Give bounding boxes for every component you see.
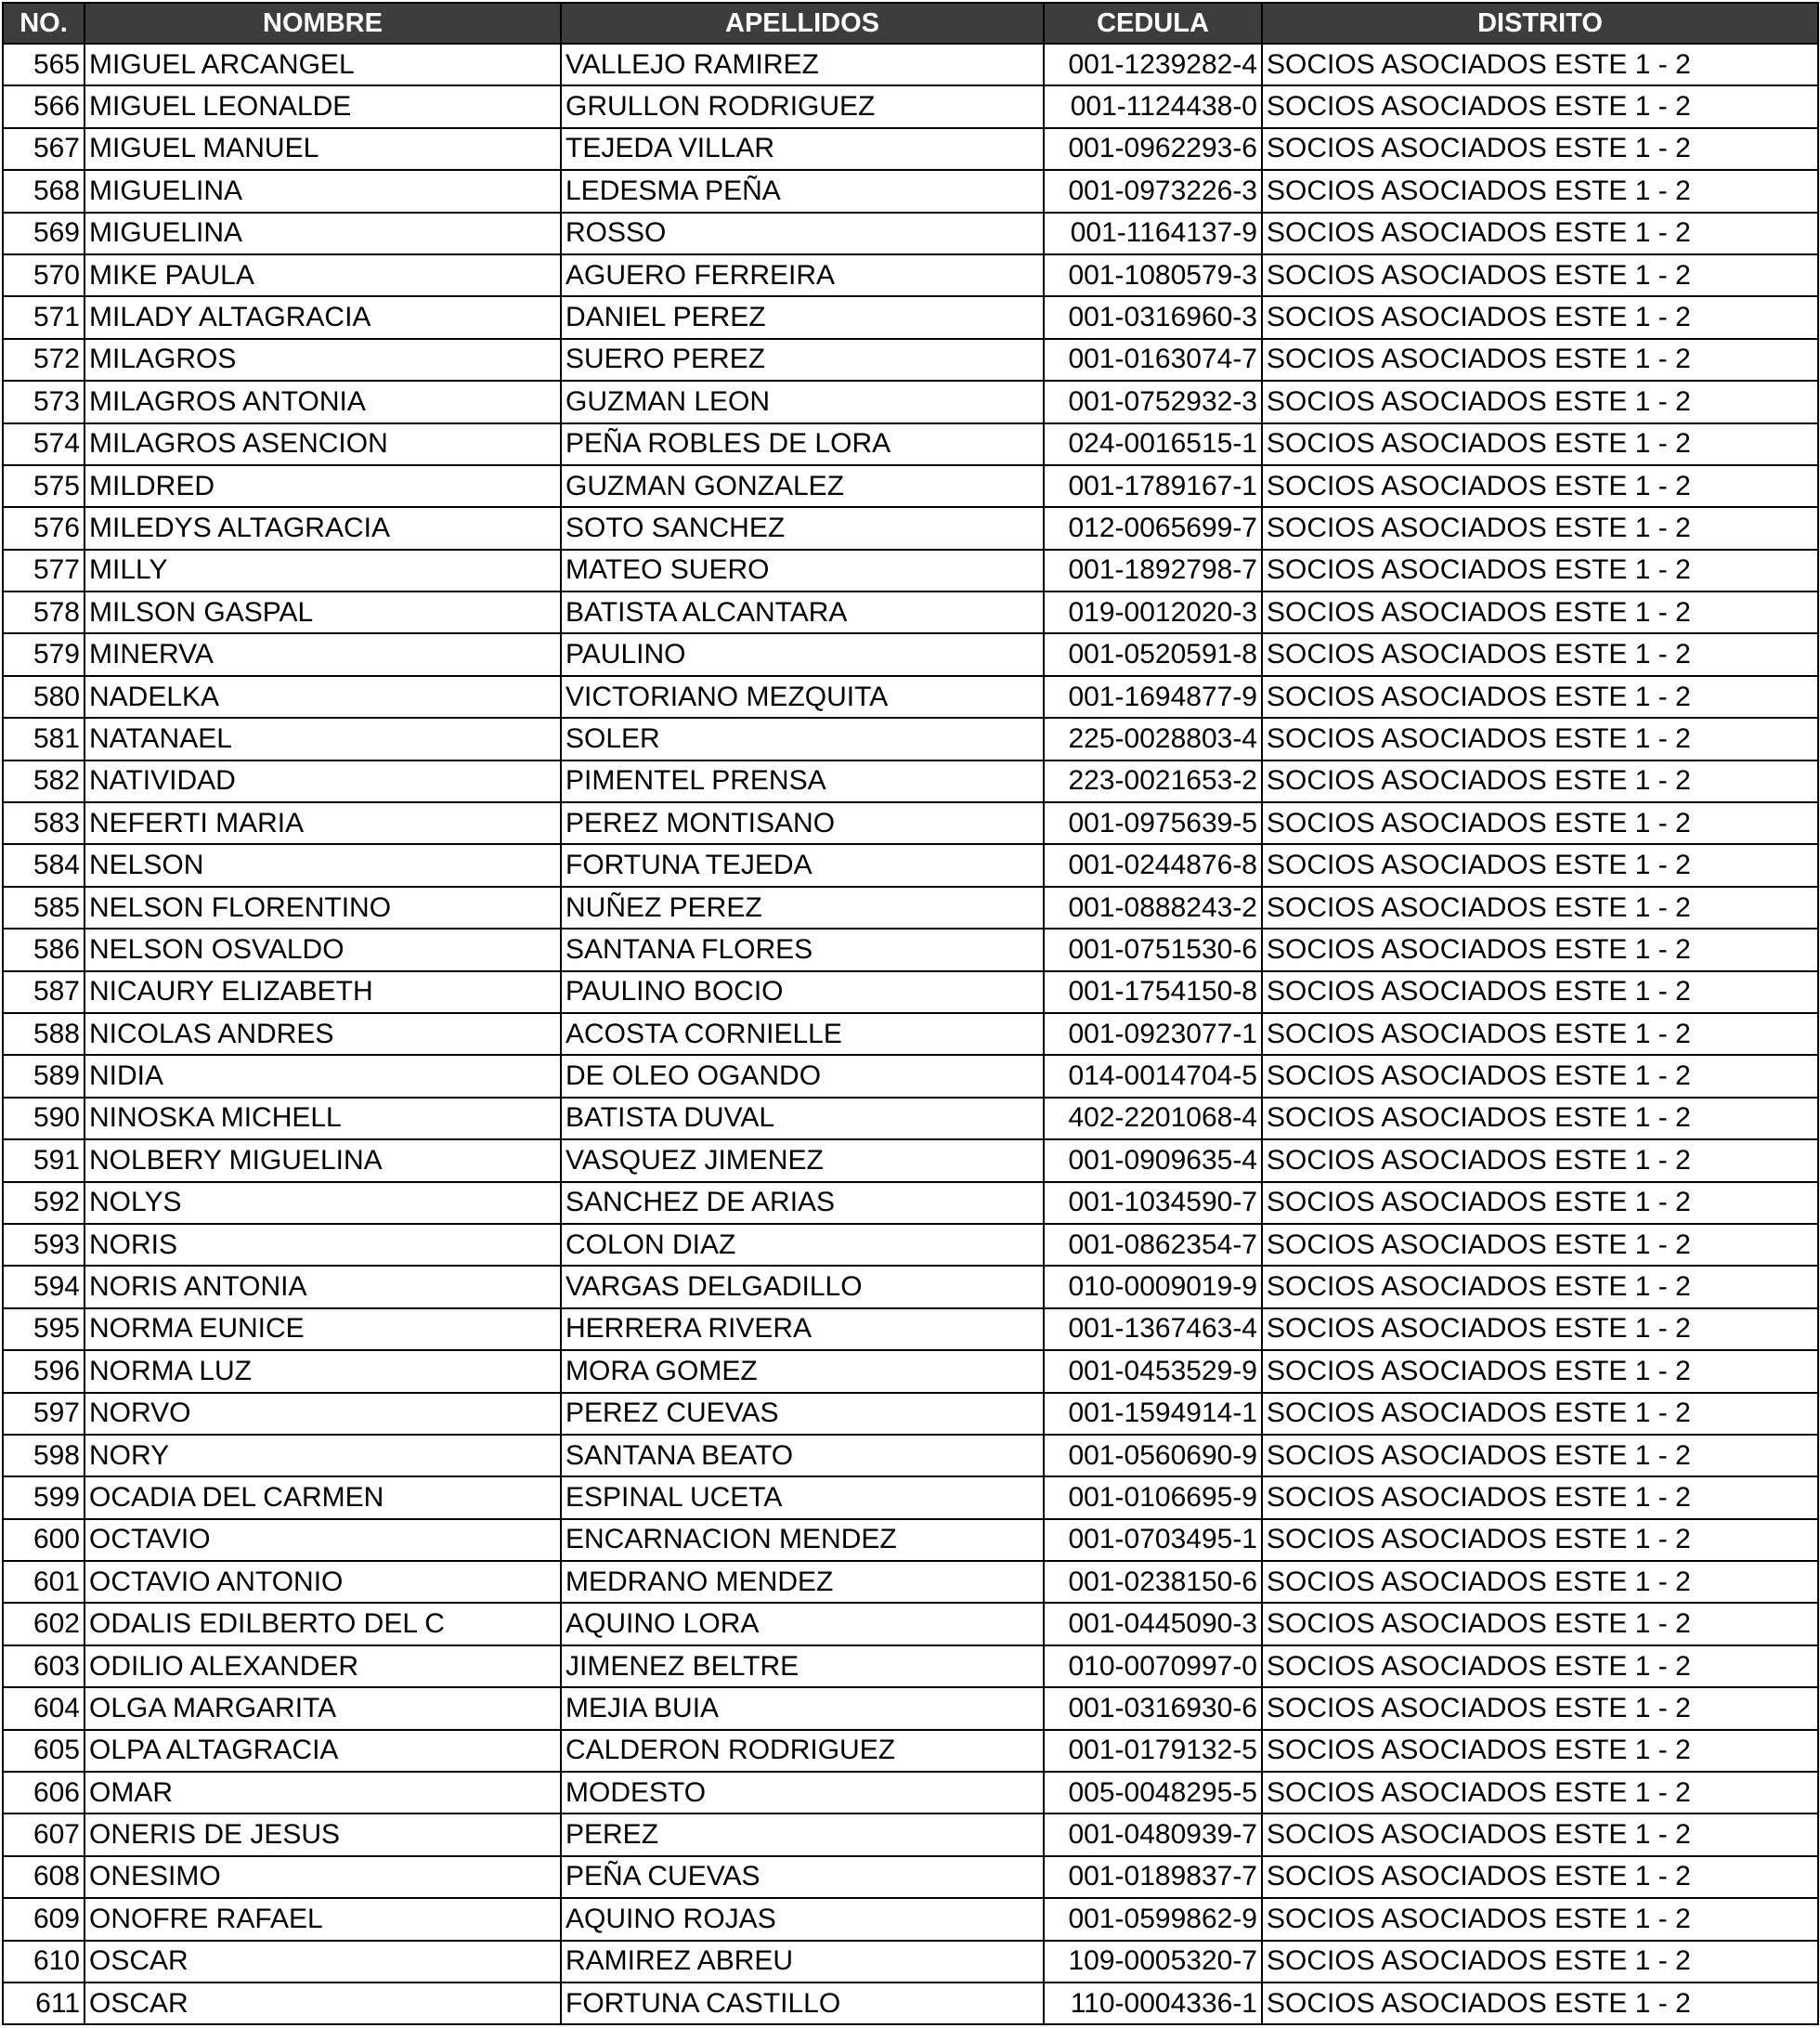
cell-cedula: 001-0238150-6 xyxy=(1044,1561,1262,1603)
cell-no: 568 xyxy=(3,170,84,212)
table-row xyxy=(3,1772,1818,1814)
cell-nombre: NEFERTI MARIA xyxy=(84,802,561,844)
cell-cedula: 001-1239282-4 xyxy=(1044,44,1262,85)
cell-no: 605 xyxy=(3,1730,84,1772)
cell-cedula: 012-0065699-7 xyxy=(1044,507,1262,549)
cell-distrito: SOCIOS ASOCIADOS ESTE 1 - 2 xyxy=(1262,1308,1818,1350)
cell-nombre: ONERIS DE JESUS xyxy=(84,1814,561,1855)
cell-distrito: SOCIOS ASOCIADOS ESTE 1 - 2 xyxy=(1262,85,1818,127)
cell-no: 604 xyxy=(3,1687,84,1729)
cell-apellidos: CALDERON RODRIGUEZ xyxy=(561,1730,1044,1772)
cell-nombre: NORY xyxy=(84,1435,561,1476)
cell-distrito: SOCIOS ASOCIADOS ESTE 1 - 2 xyxy=(1262,760,1818,802)
cell-cedula: 001-0703495-1 xyxy=(1044,1519,1262,1561)
cell-distrito: SOCIOS ASOCIADOS ESTE 1 - 2 xyxy=(1262,213,1818,254)
cell-cedula: 001-0163074-7 xyxy=(1044,339,1262,381)
cell-distrito: SOCIOS ASOCIADOS ESTE 1 - 2 xyxy=(1262,676,1818,718)
cell-apellidos: MORA GOMEZ xyxy=(561,1350,1044,1392)
table-body xyxy=(3,44,1818,2024)
cell-distrito: SOCIOS ASOCIADOS ESTE 1 - 2 xyxy=(1262,1055,1818,1097)
cell-cedula: 001-1892798-7 xyxy=(1044,550,1262,592)
cell-apellidos: SANTANA BEATO xyxy=(561,1435,1044,1476)
cell-apellidos: RAMIREZ ABREU xyxy=(561,1941,1044,1982)
table-row xyxy=(3,592,1818,633)
cell-distrito: SOCIOS ASOCIADOS ESTE 1 - 2 xyxy=(1262,1941,1818,1982)
cell-apellidos: FORTUNA CASTILLO xyxy=(561,1982,1044,2024)
cell-no: 609 xyxy=(3,1898,84,1940)
header-distrito: DISTRITO xyxy=(1262,3,1818,44)
cell-nombre: NICOLAS ANDRES xyxy=(84,1013,561,1055)
cell-apellidos: MATEO SUERO xyxy=(561,550,1044,592)
table-row xyxy=(3,1519,1818,1561)
cell-apellidos: SOLER xyxy=(561,718,1044,760)
cell-apellidos: PEREZ CUEVAS xyxy=(561,1393,1044,1435)
table-row xyxy=(3,1139,1818,1181)
cell-no: 574 xyxy=(3,423,84,465)
cell-cedula: 001-1594914-1 xyxy=(1044,1393,1262,1435)
cell-apellidos: PAULINO BOCIO xyxy=(561,971,1044,1013)
cell-distrito: SOCIOS ASOCIADOS ESTE 1 - 2 xyxy=(1262,1266,1818,1307)
cell-no: 584 xyxy=(3,844,84,886)
table-row xyxy=(3,929,1818,970)
table-row xyxy=(3,1393,1818,1435)
cell-no: 599 xyxy=(3,1476,84,1518)
cell-no: 593 xyxy=(3,1224,84,1266)
cell-cedula: 001-0106695-9 xyxy=(1044,1476,1262,1518)
cell-cedula: 010-0009019-9 xyxy=(1044,1266,1262,1307)
cell-apellidos: ESPINAL UCETA xyxy=(561,1476,1044,1518)
cell-distrito: SOCIOS ASOCIADOS ESTE 1 - 2 xyxy=(1262,633,1818,675)
cell-cedula: 001-1124438-0 xyxy=(1044,85,1262,127)
cell-cedula: 001-0751530-6 xyxy=(1044,929,1262,970)
cell-no: 610 xyxy=(3,1941,84,1982)
header-cedula: CEDULA xyxy=(1044,3,1262,44)
table-row xyxy=(3,1055,1818,1097)
cell-distrito: SOCIOS ASOCIADOS ESTE 1 - 2 xyxy=(1262,844,1818,886)
table-row xyxy=(3,423,1818,465)
cell-distrito: SOCIOS ASOCIADOS ESTE 1 - 2 xyxy=(1262,423,1818,465)
cell-cedula: 001-0316930-6 xyxy=(1044,1687,1262,1729)
cell-apellidos: SANCHEZ DE ARIAS xyxy=(561,1182,1044,1224)
cell-cedula: 001-1034590-7 xyxy=(1044,1182,1262,1224)
cell-nombre: OCADIA DEL CARMEN xyxy=(84,1476,561,1518)
cell-no: 585 xyxy=(3,887,84,929)
cell-apellidos: HERRERA RIVERA xyxy=(561,1308,1044,1350)
cell-distrito: SOCIOS ASOCIADOS ESTE 1 - 2 xyxy=(1262,254,1818,296)
cell-cedula: 010-0070997-0 xyxy=(1044,1645,1262,1687)
cell-apellidos: MEJIA BUIA xyxy=(561,1687,1044,1729)
cell-nombre: NELSON FLORENTINO xyxy=(84,887,561,929)
cell-nombre: MILEDYS ALTAGRACIA xyxy=(84,507,561,549)
cell-distrito: SOCIOS ASOCIADOS ESTE 1 - 2 xyxy=(1262,1519,1818,1561)
cell-nombre: NICAURY ELIZABETH xyxy=(84,971,561,1013)
table-row xyxy=(3,1182,1818,1224)
cell-nombre: OMAR xyxy=(84,1772,561,1814)
cell-no: 602 xyxy=(3,1603,84,1644)
cell-no: 577 xyxy=(3,550,84,592)
cell-cedula: 001-1754150-8 xyxy=(1044,971,1262,1013)
cell-nombre: MIGUELINA xyxy=(84,170,561,212)
cell-nombre: MILAGROS xyxy=(84,339,561,381)
cell-apellidos: SANTANA FLORES xyxy=(561,929,1044,970)
table-row xyxy=(3,887,1818,929)
cell-apellidos: ROSSO xyxy=(561,213,1044,254)
cell-cedula: 001-0189837-7 xyxy=(1044,1856,1262,1898)
cell-apellidos: BATISTA DUVAL xyxy=(561,1098,1044,1139)
table-row xyxy=(3,1476,1818,1518)
cell-distrito: SOCIOS ASOCIADOS ESTE 1 - 2 xyxy=(1262,1603,1818,1644)
cell-distrito: SOCIOS ASOCIADOS ESTE 1 - 2 xyxy=(1262,1182,1818,1224)
cell-distrito: SOCIOS ASOCIADOS ESTE 1 - 2 xyxy=(1262,929,1818,970)
table-row xyxy=(3,1730,1818,1772)
cell-cedula: 001-0962293-6 xyxy=(1044,128,1262,170)
cell-apellidos: PEÑA CUEVAS xyxy=(561,1856,1044,1898)
cell-no: 575 xyxy=(3,465,84,507)
cell-distrito: SOCIOS ASOCIADOS ESTE 1 - 2 xyxy=(1262,802,1818,844)
cell-apellidos: COLON DIAZ xyxy=(561,1224,1044,1266)
cell-no: 589 xyxy=(3,1055,84,1097)
table-row xyxy=(3,718,1818,760)
cell-distrito: SOCIOS ASOCIADOS ESTE 1 - 2 xyxy=(1262,1013,1818,1055)
table-row xyxy=(3,1982,1818,2024)
table-row xyxy=(3,1013,1818,1055)
cell-no: 600 xyxy=(3,1519,84,1561)
cell-nombre: MINERVA xyxy=(84,633,561,675)
table-row xyxy=(3,507,1818,549)
cell-cedula: 001-0862354-7 xyxy=(1044,1224,1262,1266)
cell-nombre: MIGUEL LEONALDE xyxy=(84,85,561,127)
table-row xyxy=(3,844,1818,886)
table-row xyxy=(3,339,1818,381)
cell-apellidos: JIMENEZ BELTRE xyxy=(561,1645,1044,1687)
table-row xyxy=(3,1561,1818,1603)
table-row xyxy=(3,170,1818,212)
cell-apellidos: GUZMAN GONZALEZ xyxy=(561,465,1044,507)
cell-nombre: MILDRED xyxy=(84,465,561,507)
cell-nombre: NORIS xyxy=(84,1224,561,1266)
cell-distrito: SOCIOS ASOCIADOS ESTE 1 - 2 xyxy=(1262,971,1818,1013)
cell-nombre: MIGUELINA xyxy=(84,213,561,254)
cell-nombre: MILAGROS ASENCION xyxy=(84,423,561,465)
table-row xyxy=(3,676,1818,718)
cell-cedula: 001-0973226-3 xyxy=(1044,170,1262,212)
cell-distrito: SOCIOS ASOCIADOS ESTE 1 - 2 xyxy=(1262,1856,1818,1898)
cell-no: 566 xyxy=(3,85,84,127)
cell-no: 611 xyxy=(3,1982,84,2024)
cell-no: 573 xyxy=(3,381,84,422)
table-row xyxy=(3,1898,1818,1940)
cell-apellidos: MEDRANO MENDEZ xyxy=(561,1561,1044,1603)
cell-cedula: 001-0453529-9 xyxy=(1044,1350,1262,1392)
cell-nombre: ODALIS EDILBERTO DEL C xyxy=(84,1603,561,1644)
cell-distrito: SOCIOS ASOCIADOS ESTE 1 - 2 xyxy=(1262,1139,1818,1181)
cell-cedula: 109-0005320-7 xyxy=(1044,1941,1262,1982)
table-row xyxy=(3,760,1818,802)
cell-apellidos: FORTUNA TEJEDA xyxy=(561,844,1044,886)
table-row xyxy=(3,1814,1818,1855)
table-row xyxy=(3,633,1818,675)
cell-apellidos: VALLEJO RAMIREZ xyxy=(561,44,1044,85)
table-row xyxy=(3,213,1818,254)
cell-no: 586 xyxy=(3,929,84,970)
cell-cedula: 001-1694877-9 xyxy=(1044,676,1262,718)
table-row xyxy=(3,1098,1818,1139)
cell-nombre: NOLBERY MIGUELINA xyxy=(84,1139,561,1181)
cell-nombre: ONOFRE RAFAEL xyxy=(84,1898,561,1940)
cell-no: 569 xyxy=(3,213,84,254)
cell-nombre: OCTAVIO xyxy=(84,1519,561,1561)
table-row xyxy=(3,1645,1818,1687)
cell-apellidos: ACOSTA CORNIELLE xyxy=(561,1013,1044,1055)
cell-cedula: 001-0244876-8 xyxy=(1044,844,1262,886)
cell-apellidos: NUÑEZ PEREZ xyxy=(561,887,1044,929)
cell-cedula: 019-0012020-3 xyxy=(1044,592,1262,633)
table-row xyxy=(3,296,1818,338)
cell-apellidos: TEJEDA VILLAR xyxy=(561,128,1044,170)
cell-cedula: 001-0888243-2 xyxy=(1044,887,1262,929)
cell-distrito: SOCIOS ASOCIADOS ESTE 1 - 2 xyxy=(1262,1224,1818,1266)
cell-no: 571 xyxy=(3,296,84,338)
cell-nombre: OSCAR xyxy=(84,1982,561,2024)
cell-apellidos: PEÑA ROBLES DE LORA xyxy=(561,423,1044,465)
table-row xyxy=(3,971,1818,1013)
cell-cedula: 402-2201068-4 xyxy=(1044,1098,1262,1139)
cell-cedula: 001-0480939-7 xyxy=(1044,1814,1262,1855)
cell-no: 579 xyxy=(3,633,84,675)
cell-no: 595 xyxy=(3,1308,84,1350)
table-row xyxy=(3,381,1818,422)
cell-distrito: SOCIOS ASOCIADOS ESTE 1 - 2 xyxy=(1262,381,1818,422)
cell-distrito: SOCIOS ASOCIADOS ESTE 1 - 2 xyxy=(1262,550,1818,592)
table-row xyxy=(3,1350,1818,1392)
cell-distrito: SOCIOS ASOCIADOS ESTE 1 - 2 xyxy=(1262,170,1818,212)
cell-nombre: NELSON xyxy=(84,844,561,886)
cell-distrito: SOCIOS ASOCIADOS ESTE 1 - 2 xyxy=(1262,128,1818,170)
table-row xyxy=(3,254,1818,296)
cell-apellidos: PAULINO xyxy=(561,633,1044,675)
cell-nombre: NORMA LUZ xyxy=(84,1350,561,1392)
cell-cedula: 001-0923077-1 xyxy=(1044,1013,1262,1055)
table-row xyxy=(3,85,1818,127)
cell-nombre: MILADY ALTAGRACIA xyxy=(84,296,561,338)
cell-apellidos: PEREZ MONTISANO xyxy=(561,802,1044,844)
cell-no: 578 xyxy=(3,592,84,633)
cell-nombre: MILAGROS ANTONIA xyxy=(84,381,561,422)
cell-nombre: MIKE PAULA xyxy=(84,254,561,296)
cell-nombre: MIGUEL ARCANGEL xyxy=(84,44,561,85)
cell-nombre: ONESIMO xyxy=(84,1856,561,1898)
cell-distrito: SOCIOS ASOCIADOS ESTE 1 - 2 xyxy=(1262,296,1818,338)
cell-distrito: SOCIOS ASOCIADOS ESTE 1 - 2 xyxy=(1262,339,1818,381)
table-row xyxy=(3,128,1818,170)
cell-no: 581 xyxy=(3,718,84,760)
cell-nombre: MILLY xyxy=(84,550,561,592)
cell-cedula: 001-0520591-8 xyxy=(1044,633,1262,675)
cell-apellidos: GUZMAN LEON xyxy=(561,381,1044,422)
cell-nombre: NELSON OSVALDO xyxy=(84,929,561,970)
table-row xyxy=(3,1224,1818,1266)
cell-apellidos: BATISTA ALCANTARA xyxy=(561,592,1044,633)
cell-no: 580 xyxy=(3,676,84,718)
cell-nombre: OLGA MARGARITA xyxy=(84,1687,561,1729)
cell-cedula: 223-0021653-2 xyxy=(1044,760,1262,802)
cell-distrito: SOCIOS ASOCIADOS ESTE 1 - 2 xyxy=(1262,1476,1818,1518)
cell-distrito: SOCIOS ASOCIADOS ESTE 1 - 2 xyxy=(1262,1561,1818,1603)
cell-cedula: 110-0004336-1 xyxy=(1044,1982,1262,2024)
cell-cedula: 001-0445090-3 xyxy=(1044,1603,1262,1644)
cell-nombre: NOLYS xyxy=(84,1182,561,1224)
cell-nombre: OLPA ALTAGRACIA xyxy=(84,1730,561,1772)
cell-distrito: SOCIOS ASOCIADOS ESTE 1 - 2 xyxy=(1262,1687,1818,1729)
cell-cedula: 001-0560690-9 xyxy=(1044,1435,1262,1476)
cell-nombre: MIGUEL MANUEL xyxy=(84,128,561,170)
header-nombre: NOMBRE xyxy=(84,3,561,44)
table-row xyxy=(3,1687,1818,1729)
cell-nombre: MILSON GASPAL xyxy=(84,592,561,633)
cell-distrito: SOCIOS ASOCIADOS ESTE 1 - 2 xyxy=(1262,592,1818,633)
cell-apellidos: DANIEL PEREZ xyxy=(561,296,1044,338)
cell-apellidos: VASQUEZ JIMENEZ xyxy=(561,1139,1044,1181)
cell-nombre: ODILIO ALEXANDER xyxy=(84,1645,561,1687)
cell-cedula: 001-0316960-3 xyxy=(1044,296,1262,338)
cell-no: 598 xyxy=(3,1435,84,1476)
cell-apellidos: MODESTO xyxy=(561,1772,1044,1814)
cell-cedula: 001-1789167-1 xyxy=(1044,465,1262,507)
cell-distrito: SOCIOS ASOCIADOS ESTE 1 - 2 xyxy=(1262,887,1818,929)
cell-nombre: NORIS ANTONIA xyxy=(84,1266,561,1307)
cell-apellidos: AQUINO LORA xyxy=(561,1603,1044,1644)
cell-cedula: 001-0909635-4 xyxy=(1044,1139,1262,1181)
members-table xyxy=(2,2,1819,2025)
header-no: NO. xyxy=(3,3,84,44)
cell-distrito: SOCIOS ASOCIADOS ESTE 1 - 2 xyxy=(1262,1350,1818,1392)
table-row xyxy=(3,1308,1818,1350)
cell-cedula: 005-0048295-5 xyxy=(1044,1772,1262,1814)
cell-apellidos: AQUINO ROJAS xyxy=(561,1898,1044,1940)
table-row xyxy=(3,1941,1818,1982)
cell-apellidos: AGUERO FERREIRA xyxy=(561,254,1044,296)
cell-no: 590 xyxy=(3,1098,84,1139)
cell-nombre: NORMA EUNICE xyxy=(84,1308,561,1350)
cell-apellidos: PIMENTEL PRENSA xyxy=(561,760,1044,802)
cell-distrito: SOCIOS ASOCIADOS ESTE 1 - 2 xyxy=(1262,1898,1818,1940)
cell-cedula: 001-0599862-9 xyxy=(1044,1898,1262,1940)
table-row xyxy=(3,1266,1818,1307)
cell-nombre: NINOSKA MICHELL xyxy=(84,1098,561,1139)
cell-distrito: SOCIOS ASOCIADOS ESTE 1 - 2 xyxy=(1262,1814,1818,1855)
table-row xyxy=(3,550,1818,592)
cell-apellidos: SOTO SANCHEZ xyxy=(561,507,1044,549)
cell-cedula: 001-0975639-5 xyxy=(1044,802,1262,844)
header-row xyxy=(3,3,1818,44)
table-header xyxy=(3,3,1818,44)
cell-distrito: SOCIOS ASOCIADOS ESTE 1 - 2 xyxy=(1262,1730,1818,1772)
cell-nombre: NATANAEL xyxy=(84,718,561,760)
table-row xyxy=(3,1856,1818,1898)
cell-distrito: SOCIOS ASOCIADOS ESTE 1 - 2 xyxy=(1262,507,1818,549)
cell-apellidos: DE OLEO OGANDO xyxy=(561,1055,1044,1097)
cell-no: 570 xyxy=(3,254,84,296)
cell-no: 601 xyxy=(3,1561,84,1603)
cell-no: 588 xyxy=(3,1013,84,1055)
cell-no: 567 xyxy=(3,128,84,170)
cell-cedula: 001-0179132-5 xyxy=(1044,1730,1262,1772)
table-row xyxy=(3,1435,1818,1476)
cell-cedula: 024-0016515-1 xyxy=(1044,423,1262,465)
cell-no: 603 xyxy=(3,1645,84,1687)
cell-nombre: NADELKA xyxy=(84,676,561,718)
cell-apellidos: PEREZ xyxy=(561,1814,1044,1855)
cell-cedula: 225-0028803-4 xyxy=(1044,718,1262,760)
cell-no: 608 xyxy=(3,1856,84,1898)
cell-distrito: SOCIOS ASOCIADOS ESTE 1 - 2 xyxy=(1262,465,1818,507)
cell-nombre: NATIVIDAD xyxy=(84,760,561,802)
cell-no: 591 xyxy=(3,1139,84,1181)
cell-cedula: 014-0014704-5 xyxy=(1044,1055,1262,1097)
cell-apellidos: ENCARNACION MENDEZ xyxy=(561,1519,1044,1561)
cell-cedula: 001-1080579-3 xyxy=(1044,254,1262,296)
cell-no: 596 xyxy=(3,1350,84,1392)
cell-cedula: 001-1367463-4 xyxy=(1044,1308,1262,1350)
cell-no: 594 xyxy=(3,1266,84,1307)
cell-distrito: SOCIOS ASOCIADOS ESTE 1 - 2 xyxy=(1262,1393,1818,1435)
cell-no: 607 xyxy=(3,1814,84,1855)
cell-distrito: SOCIOS ASOCIADOS ESTE 1 - 2 xyxy=(1262,1435,1818,1476)
cell-no: 582 xyxy=(3,760,84,802)
cell-no: 597 xyxy=(3,1393,84,1435)
cell-nombre: OSCAR xyxy=(84,1941,561,1982)
cell-distrito: SOCIOS ASOCIADOS ESTE 1 - 2 xyxy=(1262,1772,1818,1814)
table-row xyxy=(3,465,1818,507)
cell-distrito: SOCIOS ASOCIADOS ESTE 1 - 2 xyxy=(1262,718,1818,760)
cell-apellidos: VICTORIANO MEZQUITA xyxy=(561,676,1044,718)
cell-no: 592 xyxy=(3,1182,84,1224)
cell-nombre: NIDIA xyxy=(84,1055,561,1097)
cell-no: 565 xyxy=(3,44,84,85)
table-row xyxy=(3,1603,1818,1644)
cell-apellidos: SUERO PEREZ xyxy=(561,339,1044,381)
cell-apellidos: VARGAS DELGADILLO xyxy=(561,1266,1044,1307)
cell-no: 587 xyxy=(3,971,84,1013)
cell-distrito: SOCIOS ASOCIADOS ESTE 1 - 2 xyxy=(1262,44,1818,85)
cell-distrito: SOCIOS ASOCIADOS ESTE 1 - 2 xyxy=(1262,1098,1818,1139)
cell-apellidos: GRULLON RODRIGUEZ xyxy=(561,85,1044,127)
cell-cedula: 001-0752932-3 xyxy=(1044,381,1262,422)
cell-nombre: NORVO xyxy=(84,1393,561,1435)
cell-no: 572 xyxy=(3,339,84,381)
cell-cedula: 001-1164137-9 xyxy=(1044,213,1262,254)
cell-apellidos: LEDESMA PEÑA xyxy=(561,170,1044,212)
cell-no: 576 xyxy=(3,507,84,549)
header-apellidos: APELLIDOS xyxy=(561,3,1044,44)
table-row xyxy=(3,44,1818,85)
cell-distrito: SOCIOS ASOCIADOS ESTE 1 - 2 xyxy=(1262,1982,1818,2024)
cell-distrito: SOCIOS ASOCIADOS ESTE 1 - 2 xyxy=(1262,1645,1818,1687)
cell-no: 606 xyxy=(3,1772,84,1814)
cell-nombre: OCTAVIO ANTONIO xyxy=(84,1561,561,1603)
cell-no: 583 xyxy=(3,802,84,844)
table-row xyxy=(3,802,1818,844)
